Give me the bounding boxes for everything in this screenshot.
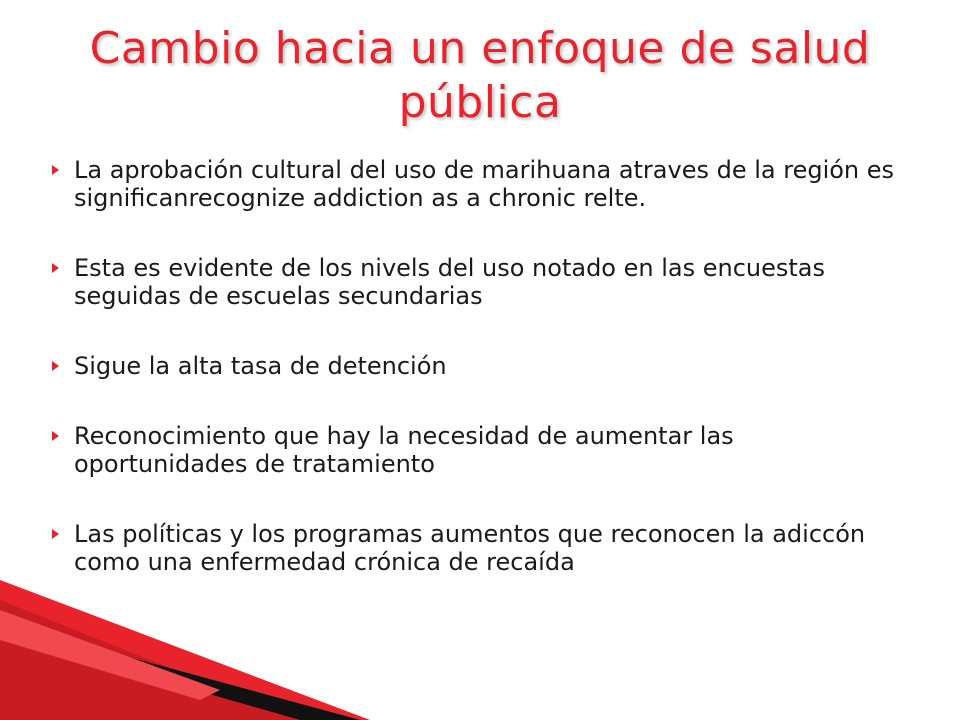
red-triangle-bullet-icon bbox=[52, 361, 59, 371]
bullet-item bbox=[52, 156, 912, 212]
bullet-text: Reconocimiento que hay la necesidad de aumentar las oportunidades de tratamiento bbox=[74, 422, 734, 478]
red-triangle-bullet-icon bbox=[52, 431, 59, 441]
red-triangle-bullet-icon bbox=[52, 263, 59, 273]
red-triangle-bullet-icon bbox=[52, 165, 59, 175]
bullet-list bbox=[52, 156, 912, 576]
bullet-item bbox=[52, 520, 912, 576]
bullet-text: La aprobación cultural del uso de marihuana atraves de la región es significanrecognize addiction as a chronic relte. bbox=[74, 156, 895, 212]
bullet-item bbox=[52, 254, 912, 310]
red-triangle-bullet-icon bbox=[52, 529, 59, 539]
bullet-item bbox=[52, 422, 912, 478]
bullet-text: Las políticas y los programas aumentos que reconocen la adiccón como una enfermedad crónica de recaída bbox=[74, 520, 866, 576]
bullet-text: Esta es evidente de los nivels del uso notado en las encuestas seguidas de escuelas secundarias bbox=[74, 254, 825, 310]
bullet-item bbox=[52, 352, 912, 380]
slide-title: Cambio hacia un enfoque de salud pública bbox=[89, 23, 871, 128]
bullet-text: Sigue la alta tasa de detención bbox=[74, 352, 447, 380]
